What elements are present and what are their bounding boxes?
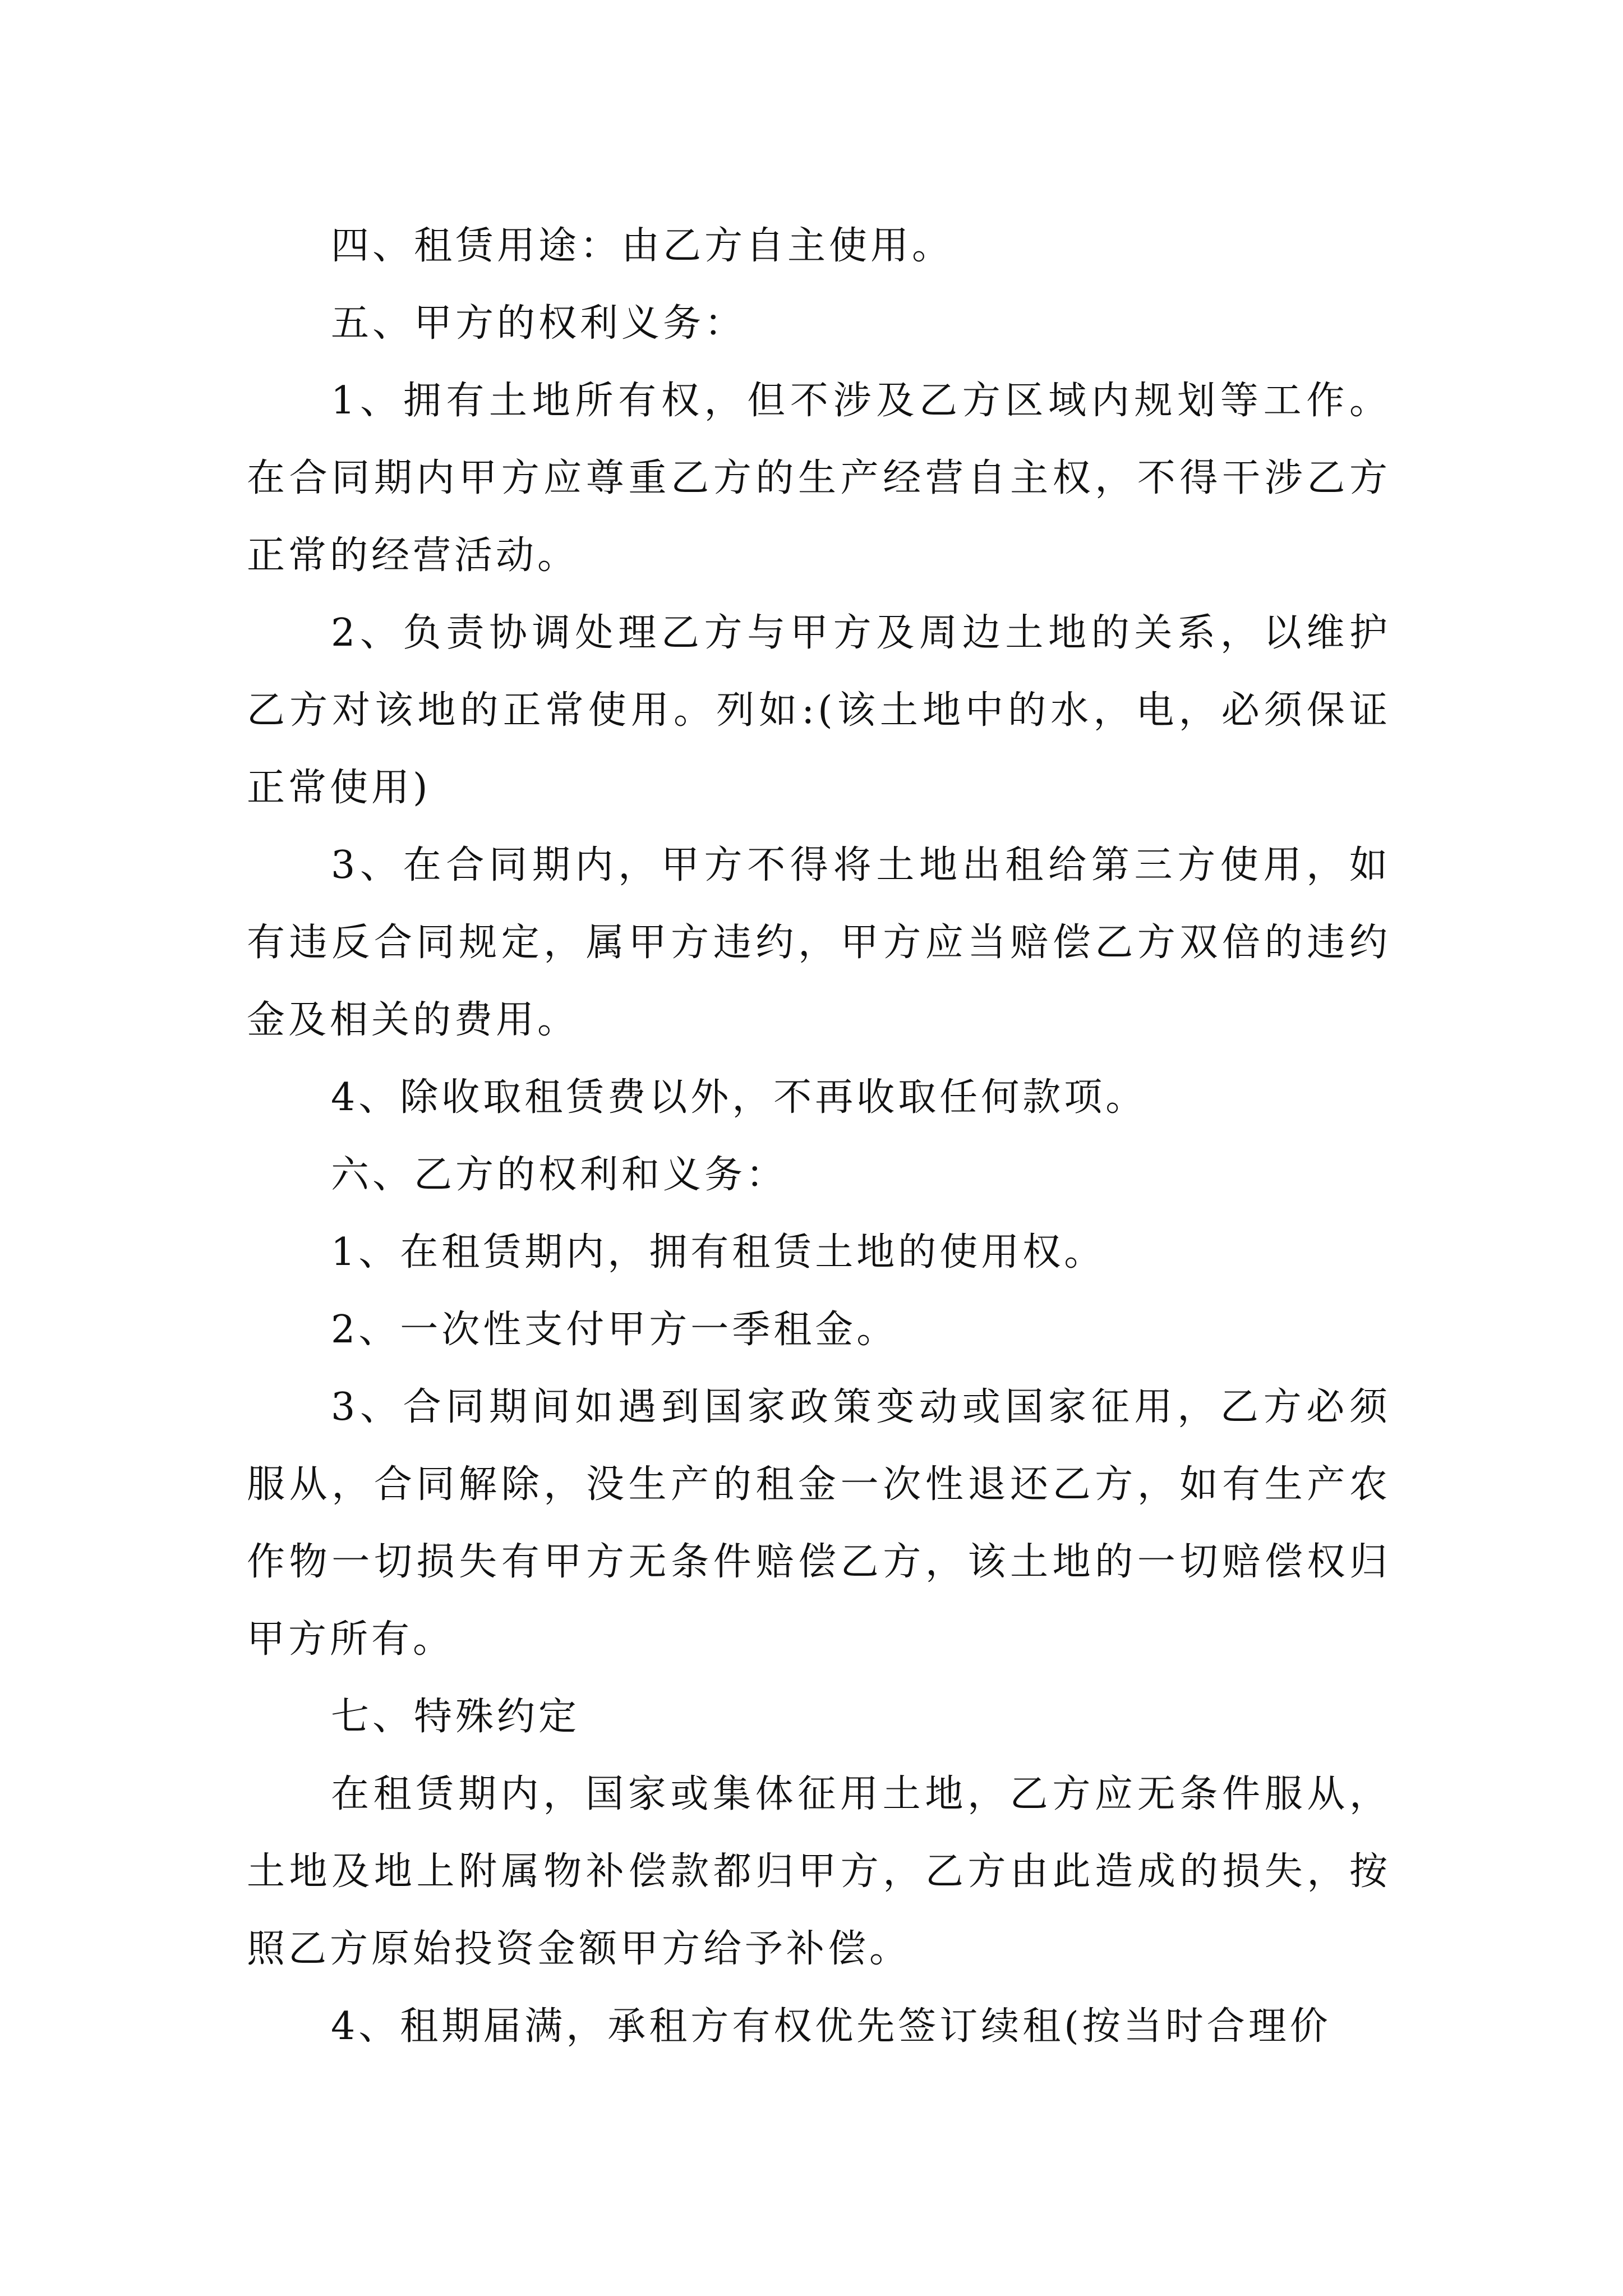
document-body [247,208,1391,2065]
paragraph-section-6-item-3: 3、合同期间如遇到国家政策变动或国家征用，乙方必须服从，合同解除，没生产的租金一次性退还乙方，如有生产农作物一切损失有甲方无条件赔偿乙方，该土地的一切赔偿权归甲方所有。 [247,1385,1391,1662]
paragraph-section-6-item-1: 1、在租赁期内，拥有租赁土地的使用权。 [331,1230,1106,1274]
paragraph-section-5-item-1: 1、拥有土地所有权，但不涉及乙方区域内规划等工作。在合同期内甲方应尊重乙方的生产经营自主权，不得干涉乙方正常的经营活动。 [247,379,1391,578]
paragraph-section-7-body: 在租赁期内，国家或集体征用土地，乙方应无条件服从，土地及地上附属物补偿款都归甲方，乙方由此造成的损失，按照乙方原始投资金额甲方给予补偿。 [247,1772,1391,1971]
paragraph-section-7-item-4: 4、租期届满，承租方有权优先签订续租(按当时合理价 [331,2004,1331,2049]
paragraph-section-4-title: 四、租赁用途：由乙方自主使用。 [331,224,954,268]
paragraph-section-5-title: 五、甲方的权利义务： [331,301,746,346]
paragraph-section-6-title: 六、乙方的权利和义务： [331,1153,788,1197]
paragraph-section-7-title: 七、特殊约定 [331,1695,580,1739]
paragraph-section-6-item-2: 2、一次性支付甲方一季租金。 [331,1308,898,1352]
paragraph-section-5-item-3: 3、在合同期内，甲方不得将土地出租给第三方使用，如有违反合同规定，属甲方违约，甲方应当赔偿乙方双倍的违约金及相关的费用。 [247,843,1391,1042]
paragraph-section-5-item-4: 4、除收取租赁费以外，不再收取任何款项。 [331,1075,1147,1120]
paragraph-section-5-item-2: 2、负责协调处理乙方与甲方及周边土地的关系，以维护乙方对该地的正常使用。列如:(该土地中的水，电，必须保证正常使用) [247,611,1391,810]
